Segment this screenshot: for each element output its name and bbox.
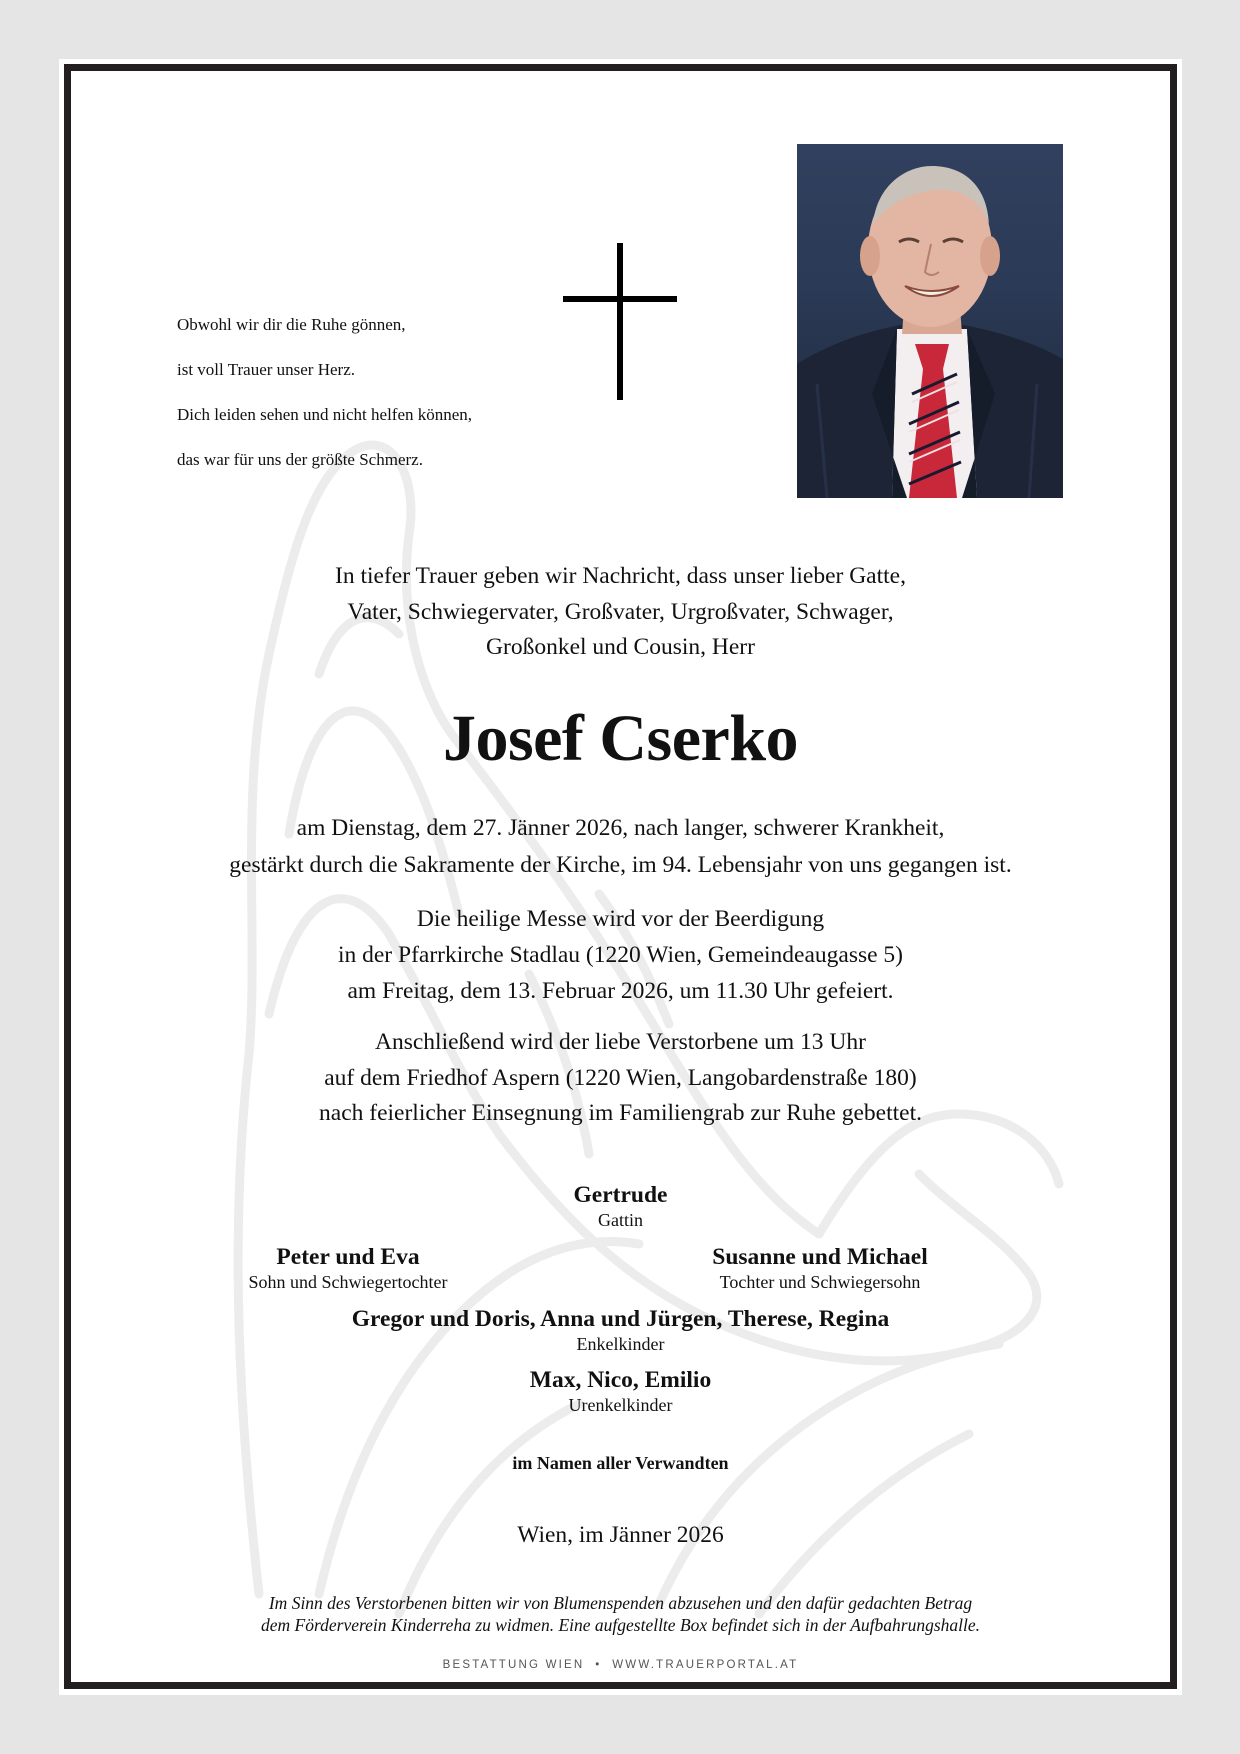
poem-line: Dich leiden sehen und nicht helfen können, [177, 404, 473, 424]
mourner-relation: Sohn und Schwiegertochter [248, 1272, 448, 1292]
deceased-name: Josef Cserko [442, 702, 799, 775]
poem-line: das war für uns der größte Schmerz. [177, 449, 423, 469]
mass-line: am Freitag, dem 13. Februar 2026, um 11.30 Uhr gefeiert. [347, 978, 894, 1004]
place-and-date: Wien, im Jänner 2026 [517, 1522, 724, 1548]
burial-line: Anschließend wird der liebe Verstorbene um 13 Uhr [375, 1029, 866, 1055]
mourner-daughter [670, 1243, 970, 1293]
intro-line: Großonkel und Cousin, Herr [486, 634, 755, 660]
portrait-photo [797, 144, 1063, 498]
burial-line: auf dem Friedhof Aspern (1220 Wien, Langobardenstraße 180) [324, 1064, 917, 1091]
poem-line: Obwohl wir dir die Ruhe gönnen, [177, 314, 406, 334]
mourner-great-grandchildren [59, 1366, 1182, 1416]
burial-line: nach feierlicher Einsegnung im Familiengrab zur Ruhe gebettet. [319, 1100, 922, 1126]
cross-vertical-bar [617, 243, 623, 400]
mourner-name: Max, Nico, Emilio [529, 1367, 712, 1393]
mass-line: in der Pfarrkirche Stadlau (1220 Wien, Gemeindeaugasse 5) [337, 942, 904, 968]
mourner-grandchildren [59, 1305, 1182, 1355]
intro-line: In tiefer Trauer geben wir Nachricht, dass unser lieber Gatte, [335, 563, 906, 589]
mourner-relation: Enkelkinder [576, 1334, 665, 1354]
mourner-son [198, 1243, 498, 1293]
on-behalf-of-relatives: im Namen aller Verwandten [512, 1453, 729, 1473]
mourner-relation: Tochter und Schwiegersohn [719, 1272, 921, 1292]
mourner-name: Peter und Eva [276, 1244, 420, 1270]
intro-line: Vater, Schwiegervater, Großvater, Urgroßvater, Schwager, [347, 598, 894, 625]
mourner-relation: Gattin [598, 1210, 643, 1230]
mourner-spouse [59, 1181, 1182, 1231]
mass-details [59, 901, 1182, 1009]
mourner-name: Susanne und Michael [712, 1244, 928, 1270]
death-line: gestärkt durch die Sakramente der Kirche, im 94. Lebensjahr von uns gegangen ist. [229, 851, 1012, 878]
donation-note [59, 1592, 1182, 1636]
poem [177, 291, 472, 494]
announcement-intro [59, 559, 1182, 666]
note-line: Im Sinn des Verstorbenen bitten wir von Blumenspenden abzusehen und den dafür gedachten Betrag [268, 1593, 973, 1613]
mourner-relation: Urenkelkinder [568, 1395, 673, 1415]
death-line: am Dienstag, dem 27. Jänner 2026, nach langer, schwerer Krankheit, [296, 815, 945, 841]
mourner-name: Gregor und Doris, Anna und Jürgen, Therese, Regina [351, 1306, 890, 1332]
mourner-name: Gertrude [573, 1182, 668, 1208]
footer-credit: BESTATTUNG WIEN • WWW.TRAUERPORTAL.AT [442, 1659, 799, 1671]
poem-line: ist voll Trauer unser Herz. [177, 359, 356, 379]
portrait-illustration [797, 144, 1063, 498]
cross-horizontal-bar [563, 296, 677, 302]
mass-line: Die heilige Messe wird vor der Beerdigung [416, 906, 825, 932]
death-details [59, 810, 1182, 883]
obituary-page [59, 59, 1182, 1695]
note-line: dem Förderverein Kinderreha zu widmen. Eine aufgestellte Box befindet sich in der Aufbahrungshalle. [261, 1615, 980, 1635]
burial-details [59, 1025, 1182, 1132]
